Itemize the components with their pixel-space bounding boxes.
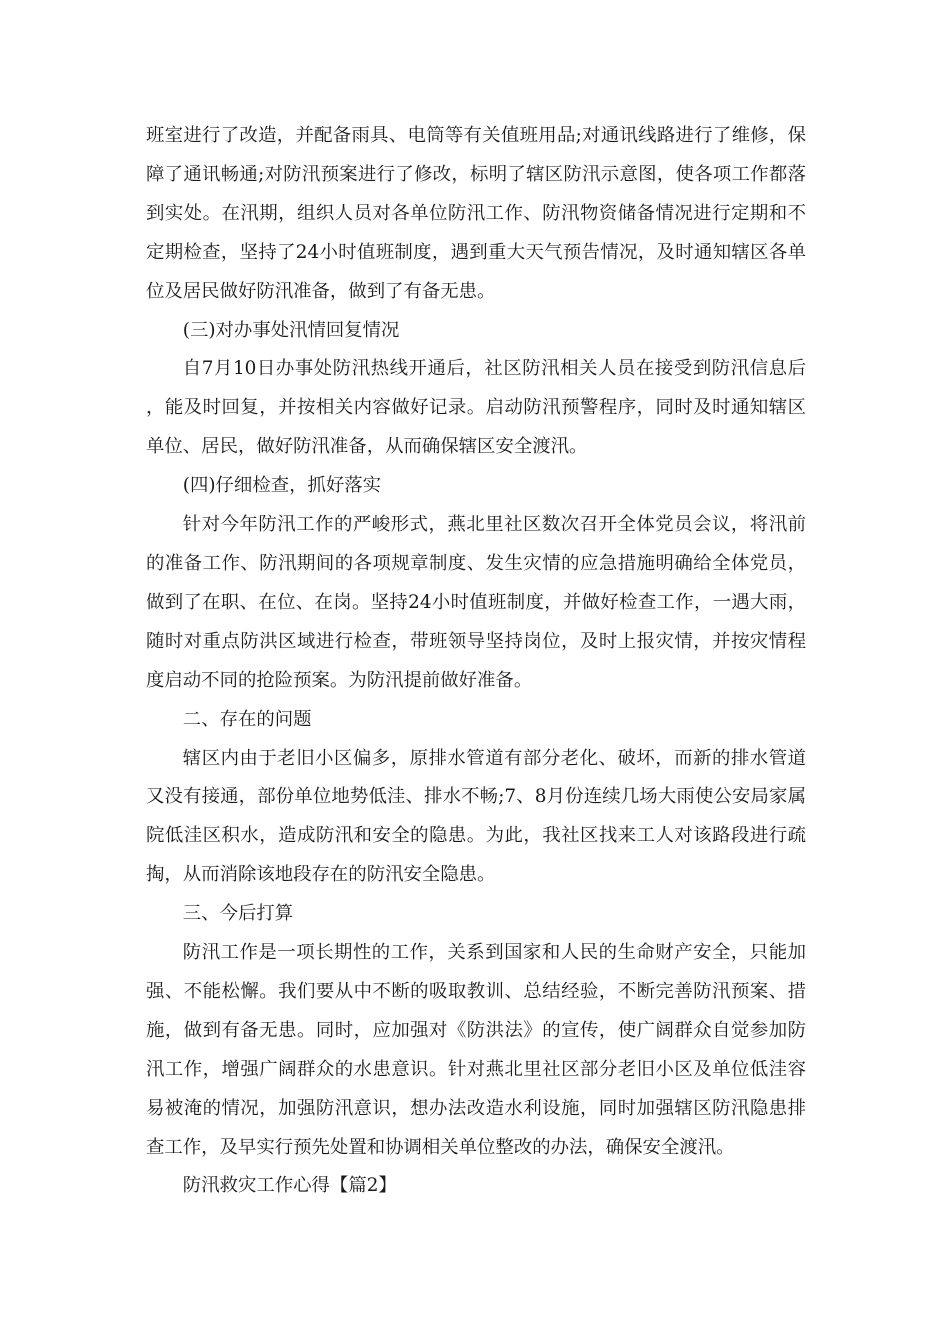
paragraph-duty-room-preparations: 班室进行了改造，并配备雨具、电筒等有关值班用品;对通讯线路进行了维修，保障了通讯畅通;对防汛预案进行了修改，标明了辖区防汛示意图，使各项工作都落到实处。在汛期，组织人员对各单位防汛工作、防汛物资储备情况进行定期和不定期检查，坚持了24小时值班制度，遇到重大天气预告情况，及时通知辖区各单位及居民做好防汛准备，做到了有备无患。 bbox=[146, 125, 806, 302]
paragraph-hotline-response: 自7月10日办事处防汛热线开通后，社区防汛相关人员在接受到防汛信息后，能及时回复，并按相关内容做好记录。启动防汛预警程序，同时及时通知辖区单位、居民，做好防汛准备，从而确保辖区安全渡汛。 bbox=[146, 358, 806, 458]
heading-careful-inspection: (四)仔细检查，抓好落实 bbox=[182, 475, 382, 497]
heading-future-plans: 三、今后打算 bbox=[182, 903, 294, 925]
document-body bbox=[146, 117, 806, 1206]
paragraph-party-meeting-duty: 针对今年防汛工作的严峻形式，燕北里社区数次召开全体党员会议，将汛前的准备工作、防汛期间的各项规章制度、发生灾情的应急措施明确给全体党员，做到了在职、在位、在岗。坚持24小时值班制度，并做好检查工作，一遇大雨，随时对重点防洪区域进行检查，带班领导坚持岗位，及时上报灾情，并按灾情程度启动不同的抢险预案。为防汛提前做好准备。 bbox=[146, 514, 806, 691]
paragraph-drainage-problems: 辖区内由于老旧小区偏多，原排水管道有部分老化、破坏，而新的排水管道又没有接通，部份单位地势低洼、排水不畅;7、8月份连续几场大雨使公安局家属院低洼区积水，造成防汛和安全的隐患。为此，我社区找来工人对该路段进行疏掏，从而消除该地段存在的防汛安全隐患。 bbox=[146, 747, 806, 886]
section-title-part-2: 防汛救灾工作心得【篇2】 bbox=[182, 1175, 397, 1197]
heading-office-flood-reply: (三)对办事处汛情回复情况 bbox=[182, 319, 400, 341]
paragraph-future-plans: 防汛工作是一项长期性的工作，关系到国家和人民的生命财产安全，只能加强、不能松懈。我们要从中不断的吸取教训、总结经验，不断完善防汛预案、措施，做到有备无患。同时，应加强对《防洪法》的宣传，使广阔群众自觉参加防汛工作，增强广阔群众的水患意识。针对燕北里社区部分老旧小区及单位低洼容易被淹的情况，加强防汛意识，想办法改造水利设施，同时加强辖区防汛隐患排查工作，及早实行预先处置和协调相关单位整改的办法，确保安全渡汛。 bbox=[146, 942, 806, 1158]
heading-existing-problems: 二、存在的问题 bbox=[182, 708, 312, 730]
